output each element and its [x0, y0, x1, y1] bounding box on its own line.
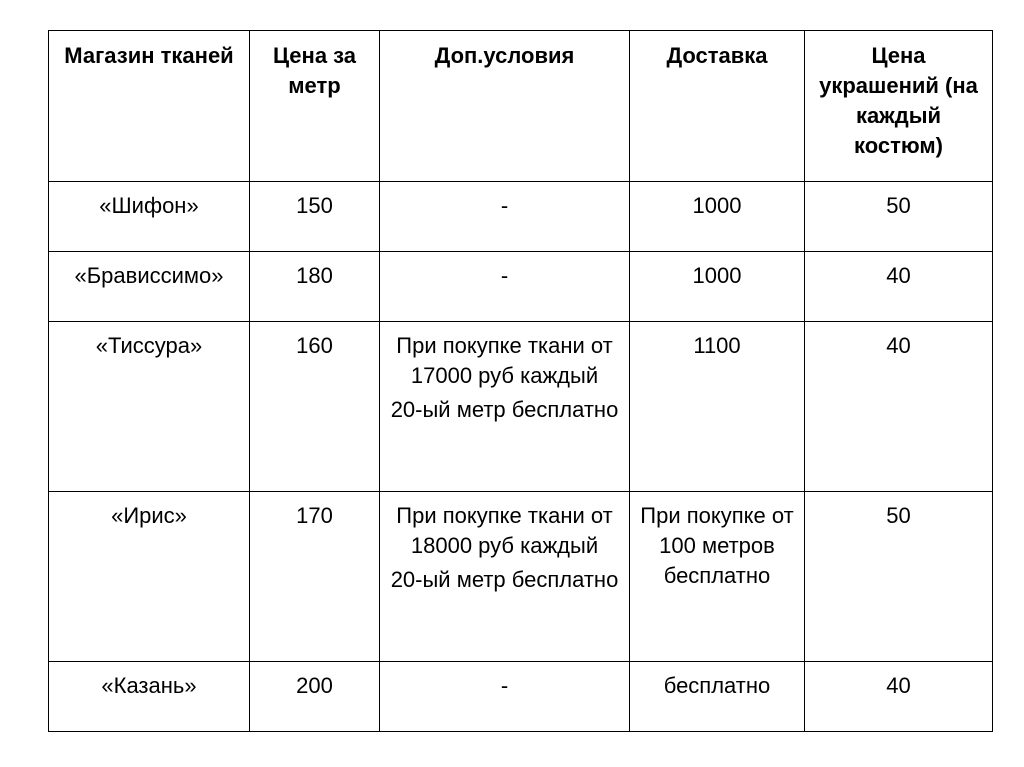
table-row	[49, 182, 993, 252]
cell-decoration: 40	[805, 322, 993, 492]
cell-conditions	[380, 252, 630, 322]
cell-conditions	[380, 492, 630, 662]
cell-shop: «Шифон»	[49, 182, 250, 252]
conditions-text: -	[500, 263, 509, 288]
cell-delivery: При покупке от 100 метров бесплатно	[630, 492, 805, 662]
conditions-text: -	[500, 193, 509, 218]
header-delivery: Доставка	[630, 31, 805, 182]
cell-shop: «Брависсимо»	[49, 252, 250, 322]
cell-delivery: бесплатно	[630, 662, 805, 732]
conditions-extra-text: 20-ый метр бесплатно	[390, 567, 619, 592]
cell-delivery: 1000	[630, 182, 805, 252]
header-decoration-price: Цена украшений (на каждый костюм)	[805, 31, 993, 182]
table-header-row	[49, 31, 993, 182]
fabric-shops-table	[48, 30, 993, 732]
cell-price: 180	[250, 252, 380, 322]
cell-shop: «Тиссура»	[49, 322, 250, 492]
cell-price: 150	[250, 182, 380, 252]
header-price: Цена за метр	[250, 31, 380, 182]
cell-delivery: 1100	[630, 322, 805, 492]
cell-conditions	[380, 182, 630, 252]
conditions-text: При покупке ткани от 17000 руб каждый	[396, 333, 613, 388]
conditions-text: -	[500, 673, 509, 698]
cell-price: 200	[250, 662, 380, 732]
table-row	[49, 252, 993, 322]
cell-conditions	[380, 662, 630, 732]
cell-decoration: 50	[805, 492, 993, 662]
cell-decoration: 40	[805, 662, 993, 732]
header-conditions: Доп.условия	[380, 31, 630, 182]
cell-shop: «Ирис»	[49, 492, 250, 662]
cell-price: 160	[250, 322, 380, 492]
cell-price: 170	[250, 492, 380, 662]
table-row	[49, 322, 993, 492]
header-shop: Магазин тканей	[49, 31, 250, 182]
cell-conditions	[380, 322, 630, 492]
table-row	[49, 662, 993, 732]
cell-shop: «Казань»	[49, 662, 250, 732]
cell-decoration: 40	[805, 252, 993, 322]
cell-delivery: 1000	[630, 252, 805, 322]
conditions-text: При покупке ткани от 18000 руб каждый	[396, 503, 613, 558]
conditions-extra-text: 20-ый метр бесплатно	[390, 397, 619, 422]
table-row	[49, 492, 993, 662]
cell-decoration: 50	[805, 182, 993, 252]
